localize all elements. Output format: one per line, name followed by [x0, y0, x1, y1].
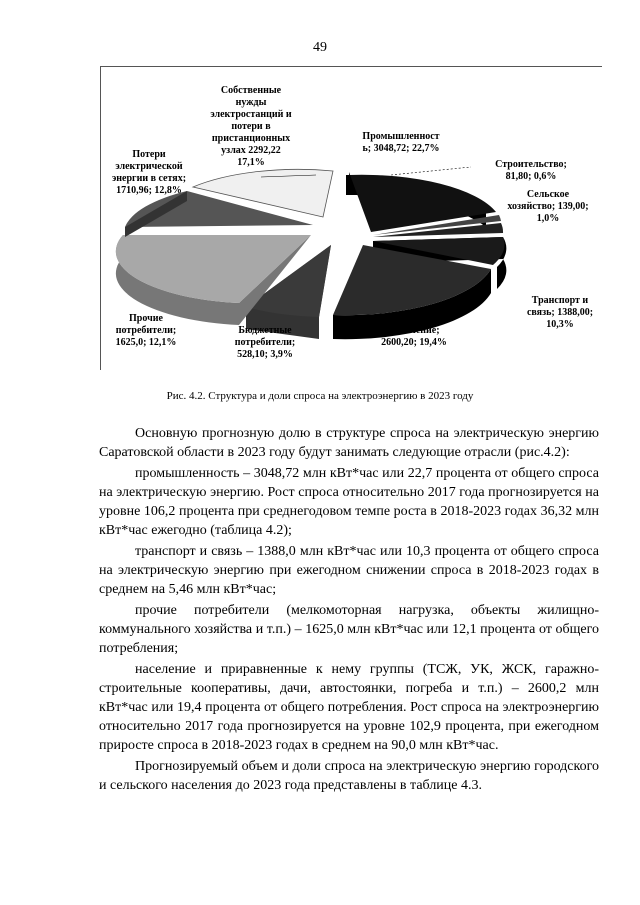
- label-poteri: Потери электрической энергии в сетях; 1710,96; 12,8%: [111, 149, 187, 196]
- paragraph: транспорт и связь – 1388,0 млн кВт*час или 10,3 процента от общего спроса на электрическую энергию при ежегодном снижении спроса в 2018-2023 годах в среднем на 5,46 млн кВт*час;: [99, 544, 599, 597]
- paragraph: промышленность – 3048,72 млн кВт*час или 22,7 процента от общего спроса на электрическую энергию. Рост спроса относительно 2017 года прогнозируется на уровне 106,2 процента при среднегодовом темпе роста в 2018-2023 годах 36,32 млн кВт*час ежегодно (таблица 4.2);: [99, 466, 599, 538]
- paragraph: прочие потребители (мелкомоторная нагрузка, объекты жилищно-коммунального хозяйства и т.п.) – 1625,0 млн кВт*час или 12,1 процента от общего потребления;: [99, 603, 599, 656]
- body-text: [99, 424, 599, 797]
- paragraph: Прогнозируемый объем и доли спроса на электрическую энергию городского и сельского населения до 2023 года представлены в таблице 4.3.: [99, 759, 599, 793]
- label-stroitelstvo: Строительство; 81,80; 0,6%: [495, 159, 567, 182]
- pie-chart-figure: [100, 66, 602, 370]
- page-number: 49: [313, 40, 327, 55]
- label-byudzhetnye: Бюджетные потребители; 528,10; 3,9%: [234, 325, 296, 360]
- paragraph: Основную прогнозную долю в структуре спроса на электрическую энергию Саратовской области в 2023 году будут занимать следующие отрасли (рис.4.2):: [99, 426, 599, 460]
- figure-caption: Рис. 4.2. Структура и доли спроса на электроэнергию в 2023 году: [166, 390, 474, 402]
- label-sobstvennye-nuzhdy: Собственные нужды электростанций и потери в пристанционных узлах 2292,22 17,1%: [210, 85, 292, 168]
- label-prochie: Прочие потребители; 1625,0; 12,1%: [115, 313, 177, 348]
- label-selskoe-hozyaystvo: Сельское хозяйство; 139,00; 1,0%: [507, 189, 589, 224]
- label-transport-svyaz: Транспорт и связь; 1388,00; 10,3%: [526, 295, 594, 330]
- label-promyshlennost: Промышленност ь; 3048,72; 22,7%: [362, 131, 440, 154]
- label-naselenie: Население; 2600,20; 19,4%: [381, 325, 447, 348]
- paragraph: население и приравненные к нему группы (ТСЖ, УК, ЖСК, гаражно-строительные кооперативы, дачи, автостоянки, погреба и т.п.) – 2600,2 млн кВт*час или 19,4 процента от общего потребления. Рост спроса на электроэнергию относительно 2017 года прогнозируется на уровне 102,9 процента, при ежегодном приросте спроса в 2018-2023 годах в среднем на 90,0 млн кВт*час.: [99, 662, 599, 753]
